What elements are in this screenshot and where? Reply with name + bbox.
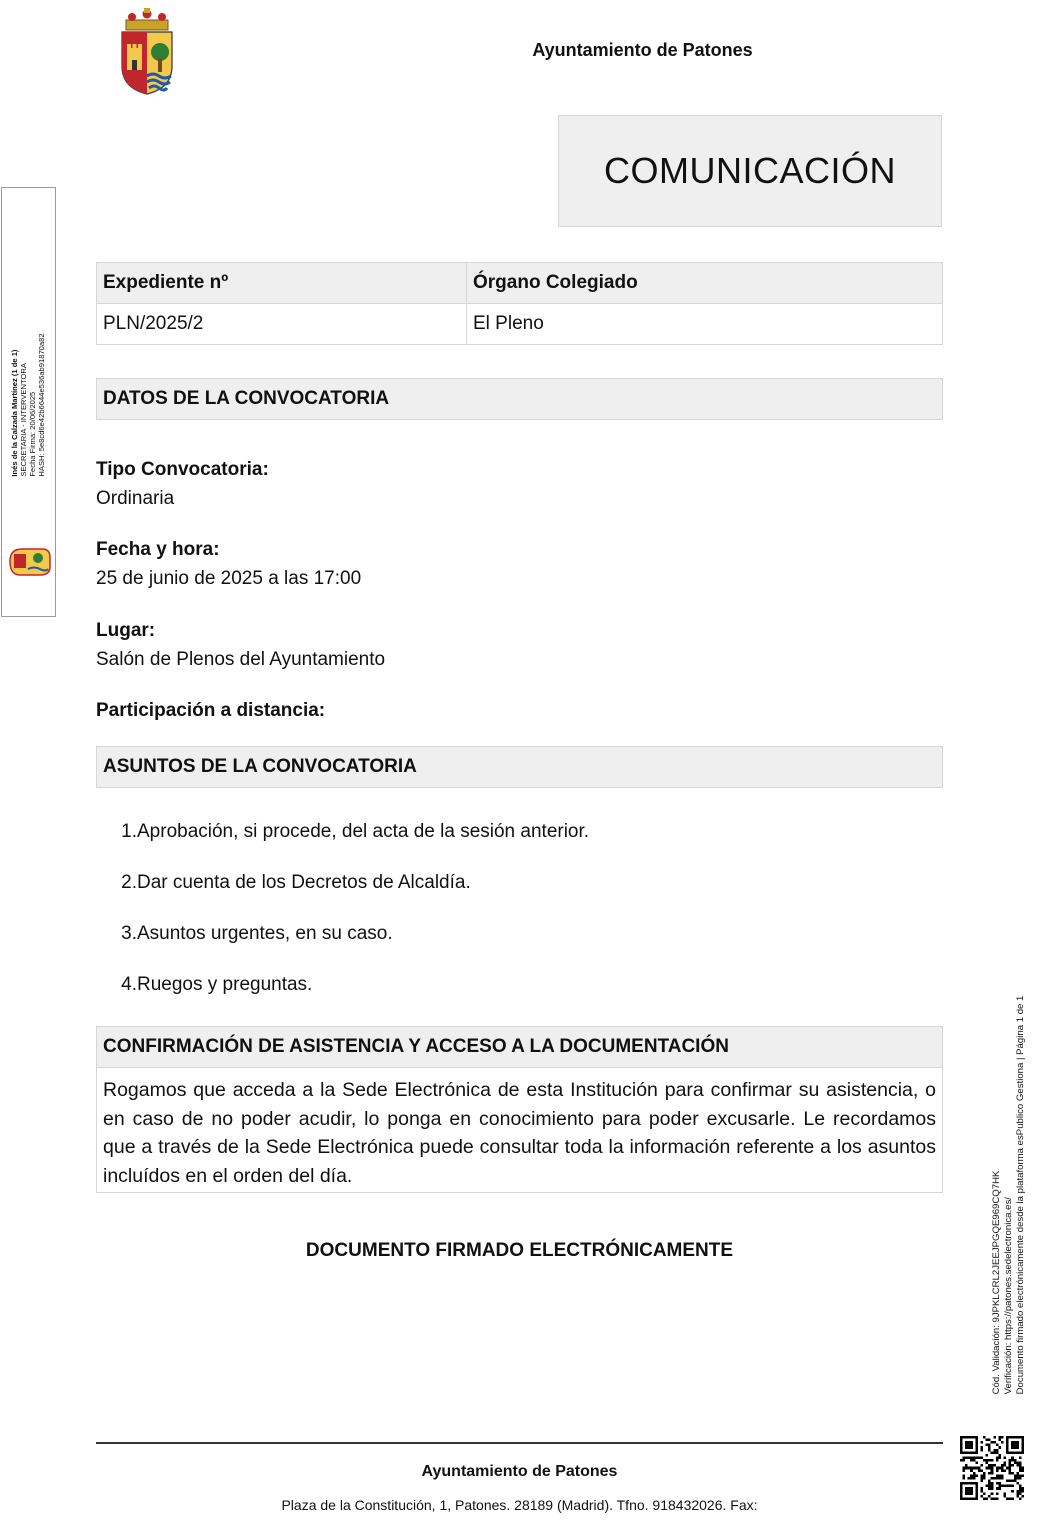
- tipo-convocatoria-value: Ordinaria: [96, 488, 175, 509]
- list-item: [96, 821, 936, 872]
- list-item: [96, 974, 936, 1025]
- signed-notice: DOCUMENTO FIRMADO ELECTRÓNICAMENTE: [305, 1240, 734, 1261]
- footer-organization: Ayuntamiento de Patones: [421, 1463, 618, 1480]
- signer-role: SECRETARIA - INTERVENTORA: [19, 363, 28, 477]
- expediente-value: PLN/2025/2: [97, 304, 467, 345]
- list-item-number: 2.: [121, 872, 137, 893]
- organo-value: El Pleno: [467, 304, 943, 345]
- list-item-text: Ruegos y preguntas.: [137, 974, 313, 995]
- section-confirmacion: CONFIRMACIÓN DE ASISTENCIA Y ACCESO A LA DOCUMENTACIÓN: [96, 1026, 943, 1068]
- section-asuntos-convocatoria: ASUNTOS DE LA CONVOCATORIA: [96, 746, 943, 788]
- list-item-number: 1.: [121, 821, 137, 842]
- document-title: COMUNICACIÓN: [558, 115, 942, 227]
- list-item-text: Aprobación, si procede, del acta de la sesión anterior.: [137, 821, 590, 842]
- platform-notice: Documento firmado electrónicamente desde la plataforma esPublico Gestiona | Página 1 de 1: [1015, 995, 1026, 1395]
- verification-url: Verificación: https://patones.sedelectronica.es/: [1003, 1197, 1014, 1395]
- coat-of-arms-logo: [116, 8, 178, 96]
- footer-divider: [96, 1442, 943, 1444]
- lugar-label: Lugar:: [96, 620, 156, 641]
- qr-code-icon: [960, 1436, 1024, 1500]
- signature-hash: HASH: 5e8cd6e42b6644e536ab91870a82: [37, 333, 46, 477]
- lugar-value: Salón de Plenos del Ayuntamiento: [96, 649, 386, 670]
- agenda-list: [96, 821, 936, 1025]
- seal-icon: [8, 545, 52, 577]
- tipo-convocatoria-label: Tipo Convocatoria:: [96, 459, 269, 480]
- confirmacion-body: Rogamos que acceda a la Sede Electrónica de esta Institución para confirmar su asistencia, o en caso de no poder acudir, lo ponga en conocimiento para poder excusarle. Le recordamos que a través de la Sede Electrónica puede consultar toda la información referente a los asuntos incluídos en el orden del día.: [96, 1068, 943, 1193]
- footer-address: Plaza de la Constitución, 1, Patones. 28189 (Madrid). Tfno. 918432026. Fax:: [281, 1497, 758, 1513]
- signer-name: Inés de la Calzada Martínez (1 de 1): [10, 349, 19, 477]
- list-item-number: 4.: [121, 974, 137, 995]
- expediente-table: [96, 262, 943, 345]
- table-header-row: [97, 263, 943, 304]
- list-item: [96, 872, 936, 923]
- signature-stamp: [6, 300, 50, 510]
- organo-header: Órgano Colegiado: [467, 263, 943, 304]
- section-datos-convocatoria: DATOS DE LA CONVOCATORIA: [96, 378, 943, 420]
- validation-margin: [985, 960, 1033, 1430]
- table-row: [97, 304, 943, 345]
- fecha-hora-label: Fecha y hora:: [96, 539, 220, 560]
- participacion-distancia-label: Participación a distancia:: [96, 700, 326, 721]
- list-item-text: Asuntos urgentes, en su caso.: [137, 923, 393, 944]
- list-item-text: Dar cuenta de los Decretos de Alcaldía.: [137, 872, 471, 893]
- header-organization: Ayuntamiento de Patones: [532, 40, 753, 60]
- list-item: [96, 923, 936, 974]
- fecha-hora-value: 25 de junio de 2025 a las 17:00: [96, 568, 362, 589]
- signature-date: Fecha Firma: 20/06/2025: [28, 391, 37, 477]
- expediente-header: Expediente nº: [97, 263, 467, 304]
- validation-code: Cód. Validación: 9JPKLCRL2JEEJPGQE969CQ7HK: [991, 1170, 1002, 1395]
- list-item-number: 3.: [121, 923, 137, 944]
